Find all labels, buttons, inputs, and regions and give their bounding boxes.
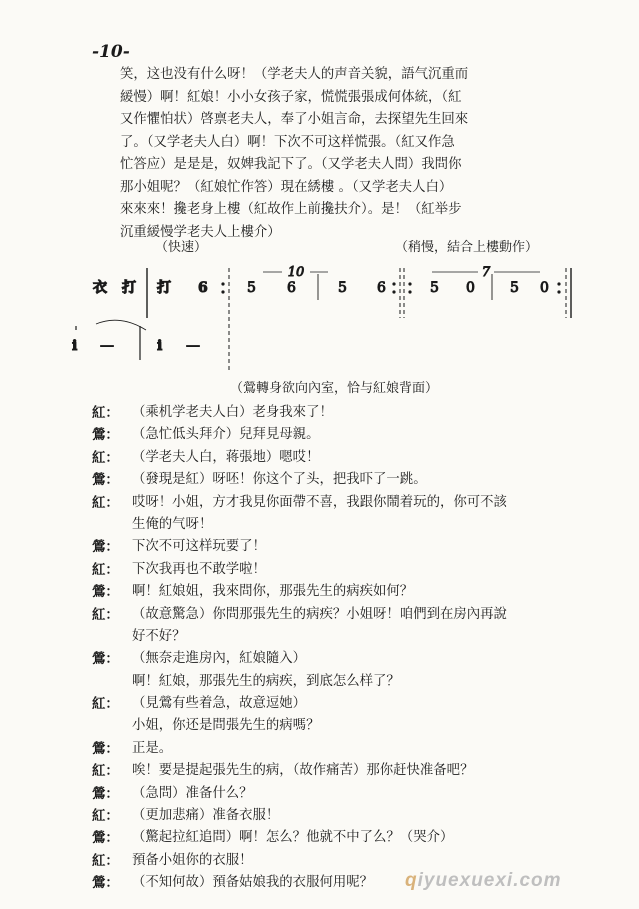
dialogue-block bbox=[92, 402, 572, 895]
dialogue-line bbox=[92, 693, 572, 715]
dialogue-line bbox=[92, 760, 572, 782]
dialogue-line bbox=[92, 715, 572, 737]
speaker-label: 紅： bbox=[92, 763, 119, 780]
dialogue-text: （故意驚急）你問那張先生的病疾？小姐呀！咱們到在房內再說 bbox=[132, 606, 507, 622]
speaker-label: 紅： bbox=[92, 606, 119, 623]
speaker-label: 紅： bbox=[92, 449, 119, 466]
lower-note: i bbox=[72, 338, 78, 354]
speaker-label: 鶯： bbox=[92, 427, 119, 444]
speaker-label bbox=[92, 715, 132, 737]
score-symbol: 6 bbox=[198, 280, 208, 296]
score-symbol: 打 bbox=[157, 280, 171, 296]
repeat-dot bbox=[392, 282, 395, 285]
dialogue-text: 正是。 bbox=[132, 740, 173, 756]
intro-line: 了。（又学老夫人白）啊！下次不可这样慌張。（紅又作急 bbox=[120, 134, 455, 150]
intro-line: 來來來！攙老身上樓（紅故作上前攙扶介）。是！（紅举步 bbox=[120, 202, 462, 217]
speaker-label: 鶯： bbox=[92, 651, 119, 668]
intro-line: 緩慢）啊！紅娘！小小女孩子家，慌慌張張成何体統，（紅 bbox=[120, 89, 462, 105]
dialogue-line bbox=[92, 424, 572, 446]
intro-line: 笑，这也没有什么呀！（学老夫人的声音关貌，語气沉重而 bbox=[120, 67, 469, 82]
dialogue-text: 預备小姐你的衣服！ bbox=[132, 852, 253, 868]
speaker-label: 鶯： bbox=[92, 830, 119, 847]
dialogue-text: 下次不可这样玩要了！ bbox=[132, 539, 266, 555]
note: 6 bbox=[287, 280, 296, 296]
slur-mark bbox=[96, 320, 146, 330]
site-watermark bbox=[405, 870, 562, 892]
dialogue-text: （更加悲痛）准备衣服！ bbox=[132, 808, 280, 824]
score-symbol: 衣 bbox=[93, 280, 107, 296]
dialogue-line bbox=[92, 805, 572, 827]
speaker-label: 紅： bbox=[92, 852, 119, 869]
speaker-label: 鶯： bbox=[92, 740, 119, 757]
watermark-text: iyuexuexi.com bbox=[417, 870, 562, 891]
dialogue-text: （学老夫人白，蒋張地）嗯哎！ bbox=[132, 449, 320, 465]
dialogue-line bbox=[92, 827, 572, 849]
dialogue-text: （急問）准备什么？ bbox=[132, 785, 253, 801]
repeat-dot bbox=[557, 282, 560, 285]
lower-note: — bbox=[100, 338, 114, 354]
dialogue-line bbox=[92, 536, 572, 558]
dialogue-text: 生俺的气呀！ bbox=[132, 516, 213, 532]
note: 0 bbox=[466, 280, 475, 296]
dialogue-line bbox=[92, 514, 572, 536]
page-number: -10- bbox=[92, 42, 130, 62]
speaker-label: 鶯： bbox=[92, 584, 119, 601]
dialogue-line bbox=[92, 469, 572, 491]
dialogue-line bbox=[92, 604, 572, 626]
stage-direction: （鶯轉身欲向內室，恰与紅娘背面） bbox=[230, 381, 439, 396]
dialogue-line bbox=[92, 626, 572, 648]
dialogue-line bbox=[92, 447, 572, 469]
repeat-dot bbox=[392, 290, 395, 293]
dialogue-line bbox=[92, 559, 572, 581]
repeat-dot bbox=[557, 290, 560, 293]
repeat-dot bbox=[408, 282, 411, 285]
dialogue-text: 啊！紅娘，那張先生的病疾，到底怎么样了？ bbox=[132, 673, 400, 689]
speaker-label: 鶯： bbox=[92, 785, 119, 802]
speaker-label bbox=[92, 514, 132, 536]
speaker-label: 鶯： bbox=[92, 875, 119, 892]
intro-paragraph bbox=[120, 64, 560, 244]
repeat-dot bbox=[221, 282, 224, 285]
repeat-dot bbox=[221, 290, 224, 293]
repeat-dot bbox=[408, 290, 411, 293]
note: 5 bbox=[247, 280, 256, 296]
dialogue-text: （無奈走進房內，紅娘隨入） bbox=[132, 651, 307, 667]
dialogue-text: （見鶯有些着急，故意逗她） bbox=[132, 696, 307, 712]
dialogue-text: 啊！紅娘姐，我來問你，那張先生的病疾如何？ bbox=[132, 584, 414, 600]
note: 5 bbox=[510, 280, 519, 296]
dialogue-text: （急忙低头拜介）兒拜見母親。 bbox=[132, 427, 320, 443]
tempo-marking-right: （稍慢，結合上樓動作） bbox=[395, 240, 539, 255]
note: 5 bbox=[338, 280, 347, 296]
dialogue-text: 唉！要是提起張先生的病，（故作痛苦）那你赶快准备吧？ bbox=[132, 763, 474, 779]
intro-line: 那小姐呢？（紅娘忙作答）現在綉樓 。（又学老夫人白） bbox=[120, 179, 453, 195]
percussion-score bbox=[0, 250, 639, 370]
note: 5 bbox=[430, 280, 439, 296]
speaker-label: 紅： bbox=[92, 696, 119, 713]
tuplet-label: 7 bbox=[481, 265, 491, 280]
dialogue-text: 哎呀！小姐，方才我見你面帶不喜，我跟你鬧着玩的，你可不該 bbox=[132, 494, 507, 510]
speaker-label: 紅： bbox=[92, 405, 119, 421]
speaker-label: 鶯： bbox=[92, 472, 119, 489]
dialogue-text: （發現是紅）呀呸！你这个了头，把我吓了一跳。 bbox=[132, 472, 427, 488]
dialogue-line bbox=[92, 738, 572, 760]
speaker-label: 紅： bbox=[92, 561, 119, 578]
dialogue-line bbox=[92, 492, 572, 514]
dialogue-text: （驚起拉紅追問）啊！怎么？他就不中了么？（哭介） bbox=[132, 830, 454, 846]
dialogue-line bbox=[92, 648, 572, 670]
dialogue-text: （不知何故）預备姑娘我的衣服何用呢？ bbox=[132, 875, 374, 891]
dialogue-text: （乘机学老夫人白）老身我來了！ bbox=[132, 405, 333, 420]
dialogue-line bbox=[92, 581, 572, 603]
dialogue-text: 小姐，你还是問張先生的病嗎？ bbox=[132, 718, 320, 734]
dialogue-line bbox=[92, 671, 572, 693]
dialogue-line bbox=[92, 402, 572, 424]
note: 0 bbox=[540, 280, 549, 296]
speaker-label: 紅： bbox=[92, 494, 119, 511]
dialogue-line bbox=[92, 783, 572, 805]
score-symbol: 打 bbox=[122, 280, 136, 296]
score-staff bbox=[0, 250, 639, 370]
dialogue-text: 好不好？ bbox=[132, 628, 186, 644]
tempo-marking-left: （快速） bbox=[155, 240, 208, 255]
speaker-label: 鶯： bbox=[92, 539, 119, 556]
note: 6 bbox=[377, 280, 386, 296]
speaker-label bbox=[92, 671, 132, 693]
speaker-label: 紅： bbox=[92, 808, 119, 825]
lower-note: — bbox=[186, 338, 200, 354]
intro-line: 忙答应）是是是，奴婢我記下了。（又学老夫人問）我問你 bbox=[120, 157, 462, 172]
intro-line: 又作懼怕状）啓禀老夫人，奉了小姐言命，去探望先生回來 bbox=[120, 112, 469, 127]
speaker-label bbox=[92, 626, 132, 648]
dialogue-line bbox=[92, 850, 572, 872]
dialogue-text: 下次我再也不敢学啦！ bbox=[132, 561, 266, 577]
lower-note: i bbox=[157, 338, 163, 354]
watermark-lead: q bbox=[405, 870, 418, 891]
tuplet-label: 10 bbox=[287, 265, 305, 280]
intro-line: 沉重緩慢学老夫人上樓介） bbox=[120, 224, 281, 240]
